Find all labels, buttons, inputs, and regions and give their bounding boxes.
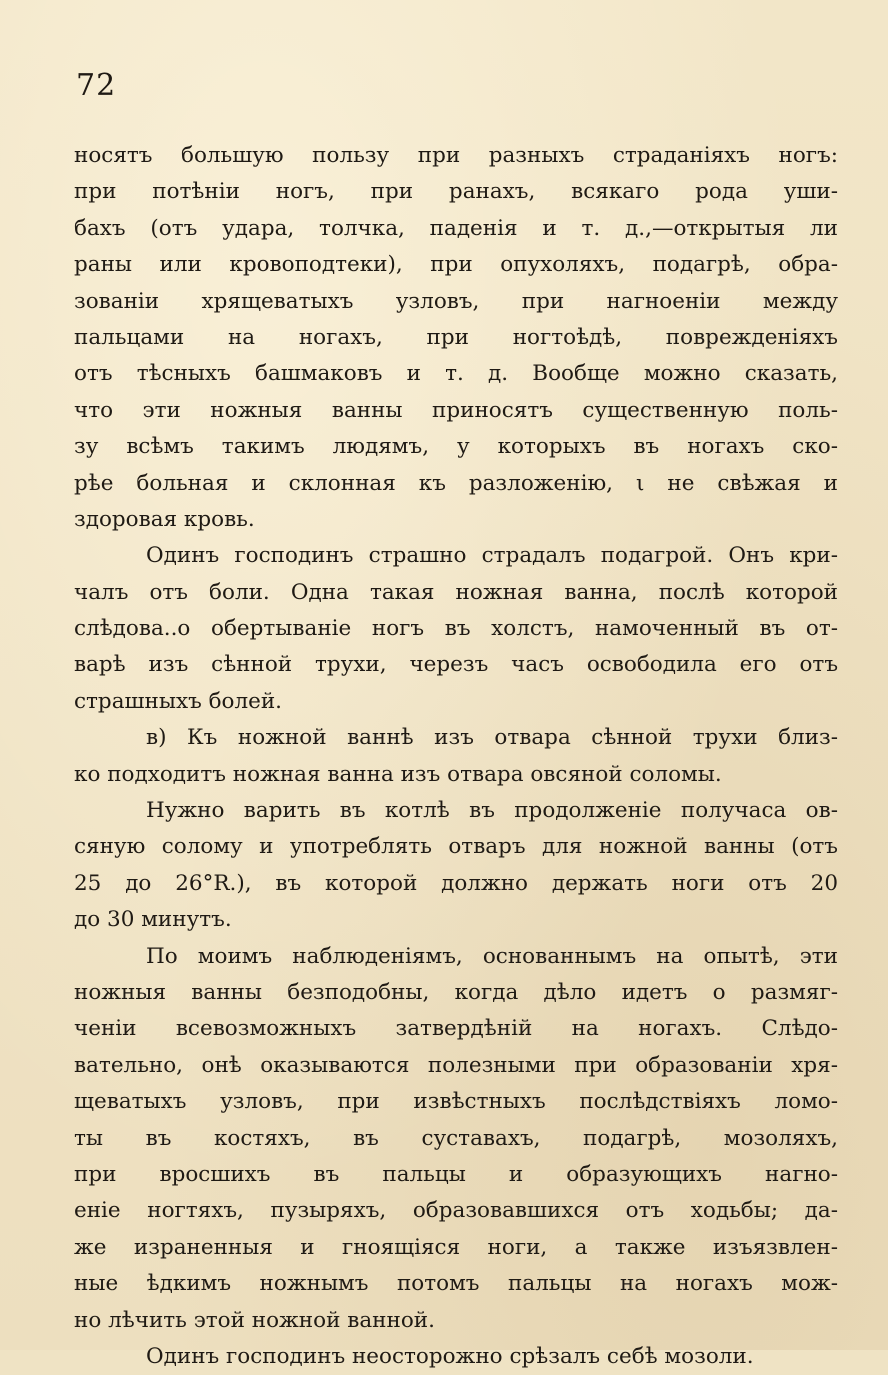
text-line: варѣ изъ сѣнной трухи, черезъ часъ освободила его отъ <box>74 652 838 678</box>
text-line: до 30 минутъ. <box>74 907 232 933</box>
text-line: чалъ отъ боли. Одна такая ножная ванна, послѣ которой <box>74 579 838 605</box>
text-line: еніе ногтяхъ, пузыряхъ, образовавшихся отъ ходьбы; да- <box>74 1198 838 1224</box>
text-line: в) Къ ножной ваннѣ изъ отвара сѣнной трухи близ- <box>146 725 838 751</box>
text-line: носятъ большую пользу при разныхъ страданіяхъ ногъ: <box>74 143 838 168</box>
body-text <box>74 138 838 1375</box>
text-line: вательно, онѣ оказываются полезными при образованіи хря- <box>74 1052 838 1078</box>
text-line: страшныхъ болей. <box>74 688 283 714</box>
paragraph <box>74 1339 838 1375</box>
text-line: отъ тѣсныхъ башмаковъ и т. д. Вообще можно сказать, <box>74 361 838 387</box>
text-line: рѣе больная и склонная къ разложенію, ι не свѣжая и <box>74 470 838 496</box>
text-line: что эти ножныя ванны приносятъ существенную поль- <box>74 397 838 423</box>
text-line: Нужно варить въ котлѣ въ продолженіе получаса ов- <box>146 798 838 824</box>
text-line: при вросшихъ въ пальцы и образующихъ нагно- <box>74 1161 838 1187</box>
text-line: зованіи хрящеватыхъ узловъ, при нагноеніи между <box>74 288 838 314</box>
text-line: при потѣніи ногъ, при ранахъ, всякаго рода уши- <box>74 179 838 205</box>
text-line: Одинъ господинъ неосторожно срѣзалъ себѣ мозоли. <box>146 1343 754 1369</box>
text-line: бахъ (отъ удара, толчка, паденія и т. д.,—открытыя ли <box>74 215 838 241</box>
paragraph <box>74 538 838 720</box>
text-line: зу всѣмъ такимъ людямъ, у которыхъ въ ногахъ ско- <box>74 434 838 460</box>
text-line: же израненныя и гноящіяся ноги, а также изъязвлен- <box>74 1234 838 1260</box>
page-number: 72 <box>76 68 117 103</box>
paragraph <box>74 720 838 793</box>
text-line: сяную солому и употреблять отваръ для ножной ванны (отъ <box>74 834 838 860</box>
text-line: ножныя ванны безподобны, когда дѣло идетъ о размяг- <box>74 979 838 1005</box>
paragraph <box>74 793 838 939</box>
text-line: По моимъ наблюденіямъ, основаннымъ на опытѣ, эти <box>146 943 838 969</box>
text-line: ные ѣдкимъ ножнымъ потомъ пальцы на ногахъ мож- <box>74 1271 838 1297</box>
text-line: Одинъ господинъ страшно страдалъ подагрой. Онъ кри- <box>146 543 838 569</box>
text-line: раны или кровоподтеки), при опухоляхъ, подагрѣ, обра- <box>74 252 838 278</box>
text-line: ко подходитъ ножная ванна изъ отвара овсяной соломы. <box>74 761 722 787</box>
paragraph <box>74 939 838 1339</box>
text-line: ты въ костяхъ, въ суставахъ, подагрѣ, мозоляхъ, <box>74 1125 838 1151</box>
text-line: но лѣчить этой ножной ванной. <box>74 1307 435 1333</box>
text-line: 25 до 26°R.), въ которой должно держать ноги отъ 20 <box>74 870 838 896</box>
text-line: щеватыхъ узловъ, при извѣстныхъ послѣдствіяхъ ломо- <box>74 1089 838 1115</box>
text-line: слѣдова..о обертываніе ногъ въ холстъ, намоченный въ от- <box>74 616 838 642</box>
paragraph <box>74 138 838 538</box>
text-line: здоровая кровь. <box>74 506 255 532</box>
text-line: пальцами на ногахъ, при ногтоѣдѣ, поврежденіяхъ <box>74 324 838 350</box>
text-line: ченіи всевозможныхъ затвердѣній на ногахъ. Слѣдо- <box>74 1016 838 1042</box>
